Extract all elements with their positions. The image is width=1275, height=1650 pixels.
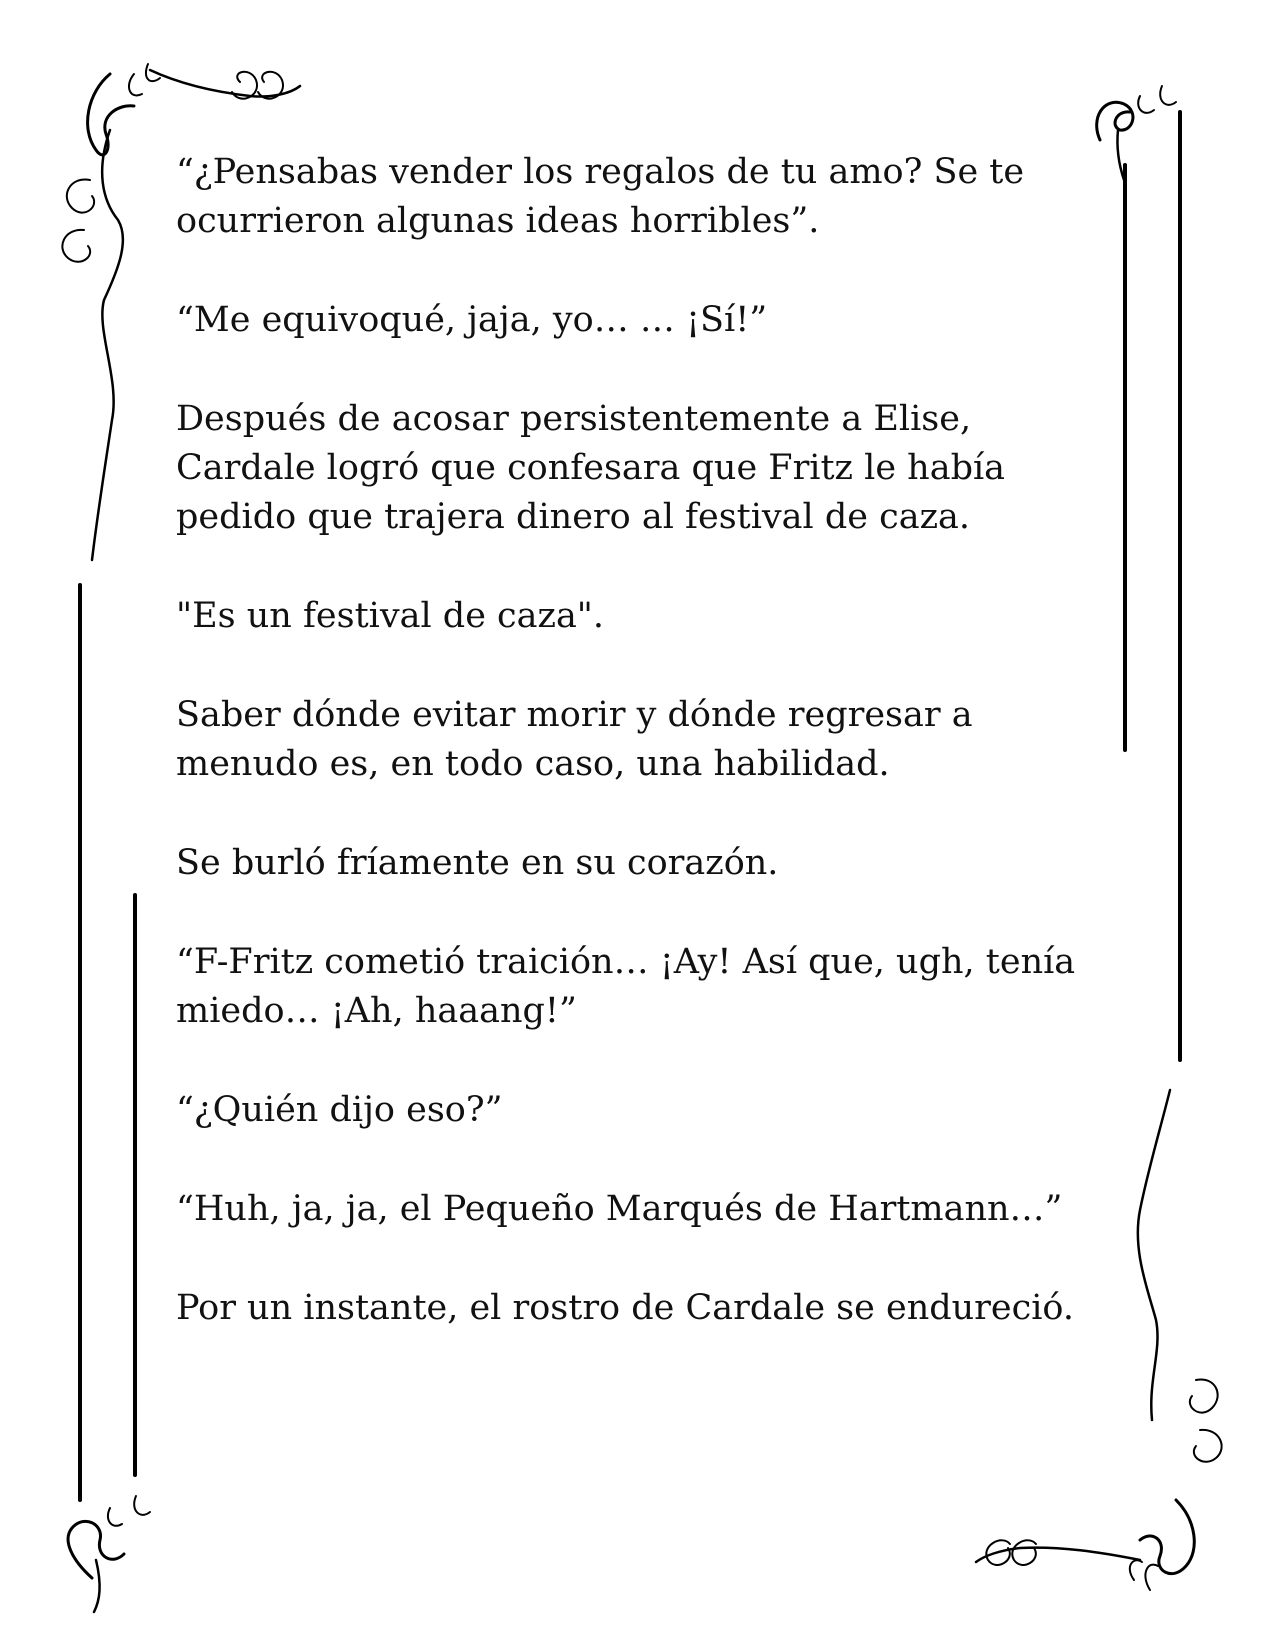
paragraph-2: “Me equivoqué, jaja, yo… … ¡Sí!” xyxy=(176,300,768,340)
top-right-flourish xyxy=(1097,86,1176,180)
paragraph-6: Se burló fríamente en su corazón. xyxy=(176,843,779,883)
paragraph-9: “Huh, ja, ja, el Pequeño Marqués de Hartmann…” xyxy=(176,1189,1063,1229)
paragraph-3: Después de acosar persistentemente a Elise, Cardale logró que confesara que Fritz le había pedido que trajera dinero al festival de caza. xyxy=(176,399,1006,537)
document-body xyxy=(176,148,1096,1383)
paragraph-5: Saber dónde evitar morir y dónde regresar a menudo es, en todo caso, una habilidad. xyxy=(176,695,973,784)
paragraph-8: “¿Quién dijo eso?” xyxy=(176,1090,503,1130)
paragraph-7: “F-Fritz cometió traición… ¡Ay! Así que, ugh, tenía miedo… ¡Ah, haaang!” xyxy=(176,942,1076,1031)
paragraph-4: "Es un festival de caza". xyxy=(176,596,605,636)
bottom-left-flourish xyxy=(68,1496,150,1612)
paragraph-1: “¿Pensabas vender los regalos de tu amo? Se te ocurrieron algunas ideas horribles”. xyxy=(176,152,1025,241)
paragraph-10: Por un instante, el rostro de Cardale se endureció. xyxy=(176,1288,1075,1328)
